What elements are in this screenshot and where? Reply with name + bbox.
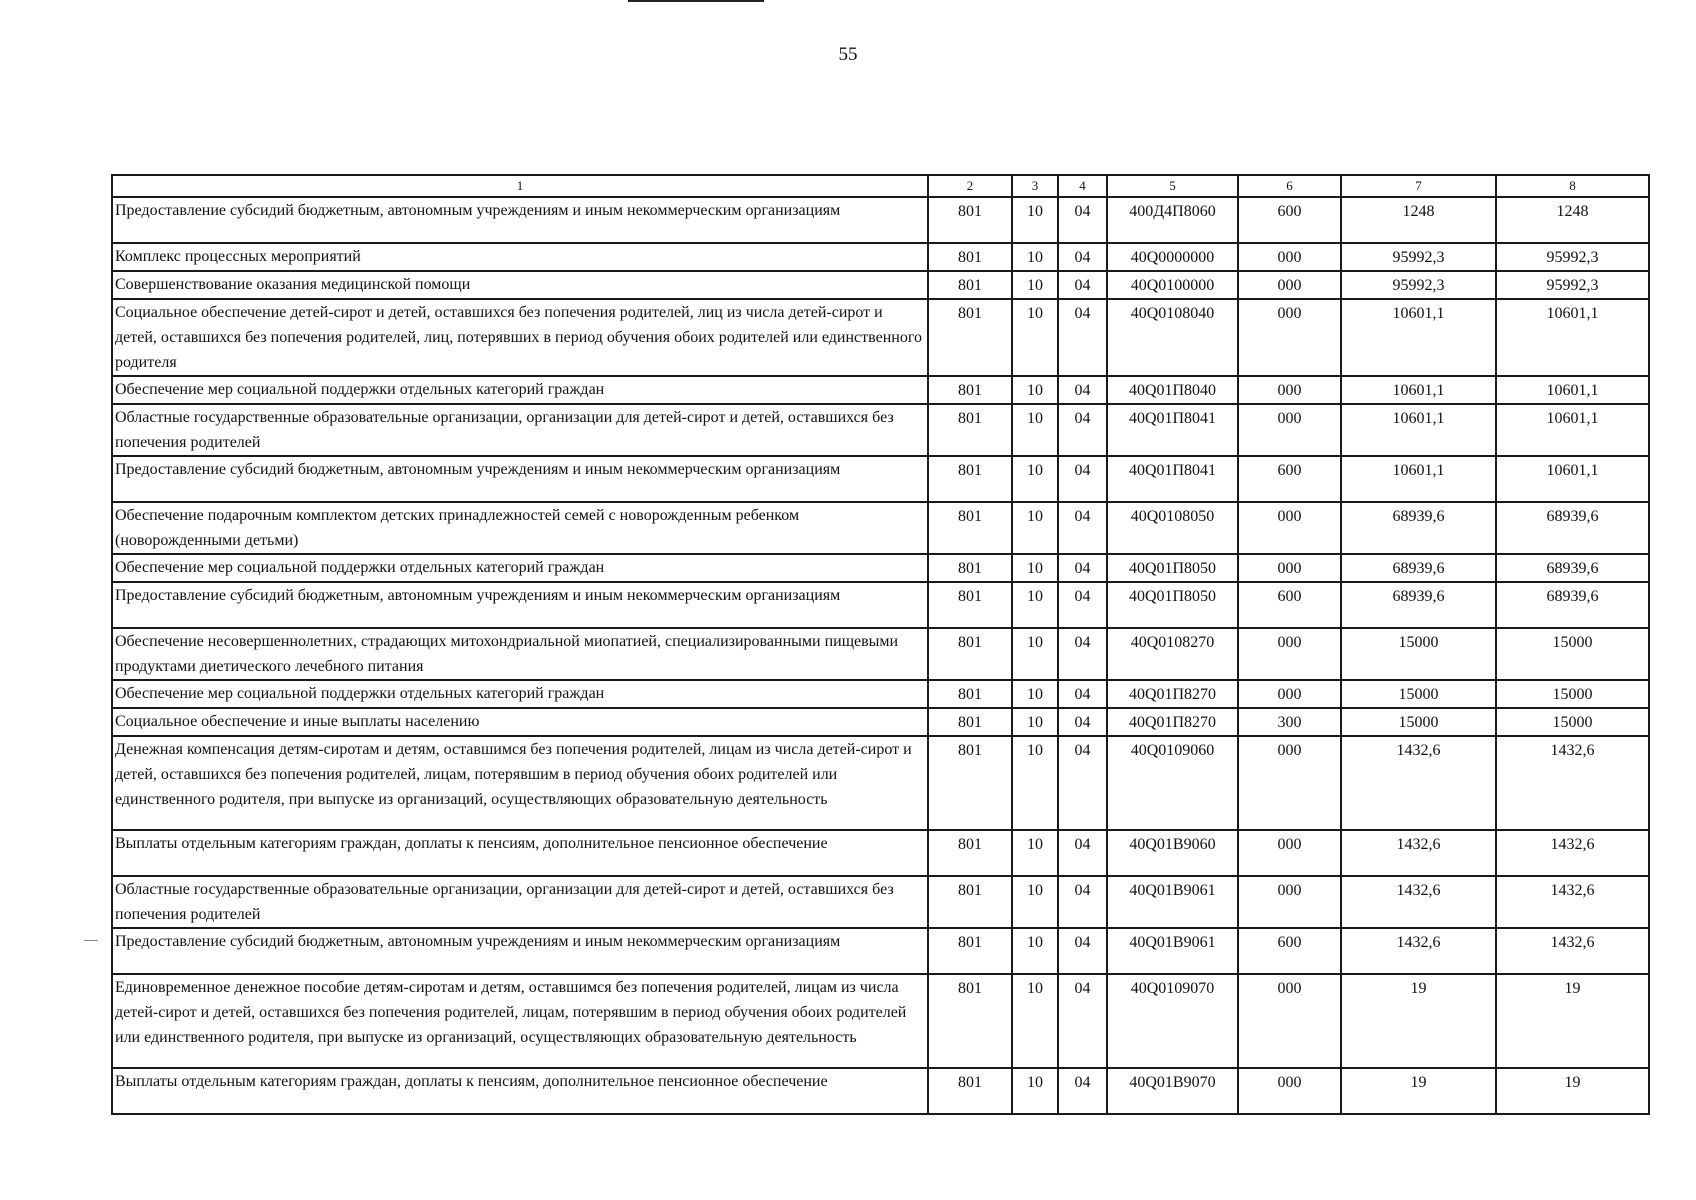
- margin-mark: [84, 940, 98, 941]
- amount-col8-cell: 19: [1496, 974, 1649, 1068]
- row-name-cell: Выплаты отдельным категориям граждан, доплаты к пенсиям, дополнительное пенсионное обеспечение: [112, 1068, 928, 1114]
- target-article-cell: 40Q01П8050: [1107, 554, 1238, 582]
- amount-col8-cell: 15000: [1496, 680, 1649, 708]
- subsection-cell: 04: [1058, 243, 1107, 271]
- expense-type-cell: 000: [1238, 502, 1341, 554]
- target-article-cell: 40Q0109060: [1107, 736, 1238, 830]
- amount-col7-cell: 10601,1: [1341, 456, 1496, 502]
- row-name-cell: Денежная компенсация детям-сиротам и детям, оставшимся без попечения родителей, лицам из числа детей-сирот и детей, оставшихся без попечения родителей, лицам, потерявшим в период обучения обоих родителей или единственного родителя, при выпуске из организаций, осуществляющих образовательную деятельность: [112, 736, 928, 830]
- row-name-cell: Обеспечение подарочным комплектом детских принадлежностей семей с новорожденным ребенком (новорожденными детьми): [112, 502, 928, 554]
- gov-department-cell: 801: [928, 974, 1012, 1068]
- expense-type-cell: 000: [1238, 1068, 1341, 1114]
- section-cell: 10: [1012, 376, 1058, 404]
- amount-col8-cell: 68939,6: [1496, 582, 1649, 628]
- section-cell: 10: [1012, 628, 1058, 680]
- row-name-cell: Обеспечение несовершеннолетних, страдающих митохондриальной миопатией, специализированными пищевыми продуктами диетического лечебного питания: [112, 628, 928, 680]
- amount-col8-cell: 15000: [1496, 628, 1649, 680]
- subsection-cell: 04: [1058, 299, 1107, 376]
- expense-type-cell: 300: [1238, 708, 1341, 736]
- expense-type-cell: 000: [1238, 554, 1341, 582]
- section-cell: 10: [1012, 876, 1058, 928]
- table-row: [112, 974, 1649, 1068]
- expense-type-cell: 600: [1238, 928, 1341, 974]
- table-row: [112, 736, 1649, 830]
- row-name-cell: Социальное обеспечение детей-сирот и детей, оставшихся без попечения родителей, лиц из числа детей-сирот и детей, оставшихся без попечения родителей, лиц, потерявших в период обучения обоих родителей или единственного родителя: [112, 299, 928, 376]
- amount-col8-cell: 1432,6: [1496, 736, 1649, 830]
- row-name-cell: Обеспечение мер социальной поддержки отдельных категорий граждан: [112, 680, 928, 708]
- target-article-cell: 40Q01В9070: [1107, 1068, 1238, 1114]
- table-row: [112, 456, 1649, 502]
- row-name-cell: Предоставление субсидий бюджетным, автономным учреждениям и иным некоммерческим организациям: [112, 582, 928, 628]
- expense-type-cell: 600: [1238, 197, 1341, 243]
- amount-col7-cell: 1432,6: [1341, 736, 1496, 830]
- amount-col7-cell: 1432,6: [1341, 830, 1496, 876]
- amount-col7-cell: 19: [1341, 974, 1496, 1068]
- amount-col7-cell: 68939,6: [1341, 502, 1496, 554]
- amount-col7-cell: 68939,6: [1341, 582, 1496, 628]
- section-cell: 10: [1012, 554, 1058, 582]
- row-name-cell: Обеспечение мер социальной поддержки отдельных категорий граждан: [112, 554, 928, 582]
- table-row: [112, 830, 1649, 876]
- section-cell: 10: [1012, 830, 1058, 876]
- expense-type-cell: 000: [1238, 876, 1341, 928]
- table-header-row: [112, 175, 1649, 197]
- target-article-cell: 40Q0108270: [1107, 628, 1238, 680]
- amount-col7-cell: 68939,6: [1341, 554, 1496, 582]
- section-cell: 10: [1012, 299, 1058, 376]
- gov-department-cell: 801: [928, 680, 1012, 708]
- amount-col8-cell: 1432,6: [1496, 830, 1649, 876]
- amount-col7-cell: 15000: [1341, 680, 1496, 708]
- column-number-5: 5: [1107, 175, 1238, 197]
- row-name-cell: Единовременное денежное пособие детям-сиротам и детям, оставшимся без попечения родителей, лицам из числа детей-сирот и детей, оставшихся без попечения родителей, лицам, потерявшим в период обучения обоих родителей или единственного родителя, при выпуске из организаций, осуществляющих образовательную деятельность: [112, 974, 928, 1068]
- table-row: [112, 708, 1649, 736]
- top-rule: [628, 0, 764, 2]
- amount-col8-cell: 68939,6: [1496, 554, 1649, 582]
- expense-type-cell: 000: [1238, 271, 1341, 299]
- amount-col7-cell: 10601,1: [1341, 404, 1496, 456]
- subsection-cell: 04: [1058, 628, 1107, 680]
- row-name-cell: Социальное обеспечение и иные выплаты населению: [112, 708, 928, 736]
- table-row: [112, 1068, 1649, 1114]
- gov-department-cell: 801: [928, 502, 1012, 554]
- row-name-cell: Предоставление субсидий бюджетным, автономным учреждениям и иным некоммерческим организациям: [112, 928, 928, 974]
- amount-col8-cell: 68939,6: [1496, 502, 1649, 554]
- amount-col8-cell: 1432,6: [1496, 928, 1649, 974]
- target-article-cell: 40Q01П8270: [1107, 680, 1238, 708]
- subsection-cell: 04: [1058, 708, 1107, 736]
- section-cell: 10: [1012, 680, 1058, 708]
- amount-col7-cell: 15000: [1341, 708, 1496, 736]
- amount-col7-cell: 15000: [1341, 628, 1496, 680]
- column-number-8: 8: [1496, 175, 1649, 197]
- amount-col8-cell: 10601,1: [1496, 404, 1649, 456]
- gov-department-cell: 801: [928, 876, 1012, 928]
- gov-department-cell: 801: [928, 299, 1012, 376]
- target-article-cell: 400Д4П8060: [1107, 197, 1238, 243]
- column-number-4: 4: [1058, 175, 1107, 197]
- gov-department-cell: 801: [928, 404, 1012, 456]
- table-row: [112, 197, 1649, 243]
- subsection-cell: 04: [1058, 404, 1107, 456]
- amount-col7-cell: 19: [1341, 1068, 1496, 1114]
- expense-type-cell: 000: [1238, 830, 1341, 876]
- table-row: [112, 502, 1649, 554]
- target-article-cell: 40Q01П8270: [1107, 708, 1238, 736]
- table-row: [112, 680, 1649, 708]
- subsection-cell: 04: [1058, 502, 1107, 554]
- section-cell: 10: [1012, 243, 1058, 271]
- target-article-cell: 40Q01П8041: [1107, 456, 1238, 502]
- amount-col8-cell: 10601,1: [1496, 299, 1649, 376]
- subsection-cell: 04: [1058, 876, 1107, 928]
- subsection-cell: 04: [1058, 736, 1107, 830]
- expense-type-cell: 000: [1238, 243, 1341, 271]
- table-row: [112, 243, 1649, 271]
- table-row: [112, 582, 1649, 628]
- amount-col7-cell: 1248: [1341, 197, 1496, 243]
- amount-col7-cell: 95992,3: [1341, 271, 1496, 299]
- expense-type-cell: 000: [1238, 974, 1341, 1068]
- amount-col8-cell: 15000: [1496, 708, 1649, 736]
- section-cell: 10: [1012, 456, 1058, 502]
- gov-department-cell: 801: [928, 243, 1012, 271]
- gov-department-cell: 801: [928, 628, 1012, 680]
- amount-col7-cell: 10601,1: [1341, 376, 1496, 404]
- subsection-cell: 04: [1058, 376, 1107, 404]
- subsection-cell: 04: [1058, 582, 1107, 628]
- subsection-cell: 04: [1058, 830, 1107, 876]
- budget-table: [111, 174, 1650, 1115]
- row-name-cell: Совершенствование оказания медицинской помощи: [112, 271, 928, 299]
- row-name-cell: Областные государственные образовательные организации, организации для детей-сирот и детей, оставшихся без попечения родителей: [112, 404, 928, 456]
- subsection-cell: 04: [1058, 974, 1107, 1068]
- column-number-7: 7: [1341, 175, 1496, 197]
- table-row: [112, 554, 1649, 582]
- gov-department-cell: 801: [928, 376, 1012, 404]
- amount-col7-cell: 1432,6: [1341, 928, 1496, 974]
- expense-type-cell: 000: [1238, 404, 1341, 456]
- target-article-cell: 40Q0108050: [1107, 502, 1238, 554]
- expense-type-cell: 600: [1238, 582, 1341, 628]
- subsection-cell: 04: [1058, 456, 1107, 502]
- table-row: [112, 628, 1649, 680]
- expense-type-cell: 000: [1238, 736, 1341, 830]
- expense-type-cell: 000: [1238, 299, 1341, 376]
- gov-department-cell: 801: [928, 1068, 1012, 1114]
- gov-department-cell: 801: [928, 582, 1012, 628]
- table-row: [112, 299, 1649, 376]
- section-cell: 10: [1012, 736, 1058, 830]
- column-number-6: 6: [1238, 175, 1341, 197]
- row-name-cell: Обеспечение мер социальной поддержки отдельных категорий граждан: [112, 376, 928, 404]
- page-number: 55: [838, 44, 858, 65]
- amount-col8-cell: 1248: [1496, 197, 1649, 243]
- gov-department-cell: 801: [928, 736, 1012, 830]
- amount-col8-cell: 95992,3: [1496, 243, 1649, 271]
- target-article-cell: 40Q01П8041: [1107, 404, 1238, 456]
- table-row: [112, 928, 1649, 974]
- section-cell: 10: [1012, 582, 1058, 628]
- column-number-3: 3: [1012, 175, 1058, 197]
- target-article-cell: 40Q0100000: [1107, 271, 1238, 299]
- subsection-cell: 04: [1058, 554, 1107, 582]
- amount-col8-cell: 95992,3: [1496, 271, 1649, 299]
- gov-department-cell: 801: [928, 830, 1012, 876]
- expense-type-cell: 000: [1238, 628, 1341, 680]
- amount-col8-cell: 19: [1496, 1068, 1649, 1114]
- column-number-2: 2: [928, 175, 1012, 197]
- gov-department-cell: 801: [928, 456, 1012, 502]
- section-cell: 10: [1012, 928, 1058, 974]
- target-article-cell: 40Q01В9061: [1107, 876, 1238, 928]
- table-row: [112, 376, 1649, 404]
- gov-department-cell: 801: [928, 197, 1012, 243]
- amount-col7-cell: 95992,3: [1341, 243, 1496, 271]
- amount-col8-cell: 10601,1: [1496, 456, 1649, 502]
- section-cell: 10: [1012, 271, 1058, 299]
- section-cell: 10: [1012, 502, 1058, 554]
- subsection-cell: 04: [1058, 928, 1107, 974]
- expense-type-cell: 000: [1238, 376, 1341, 404]
- target-article-cell: 40Q0108040: [1107, 299, 1238, 376]
- section-cell: 10: [1012, 708, 1058, 736]
- table-row: [112, 876, 1649, 928]
- row-name-cell: Выплаты отдельным категориям граждан, доплаты к пенсиям, дополнительное пенсионное обеспечение: [112, 830, 928, 876]
- expense-type-cell: 000: [1238, 680, 1341, 708]
- row-name-cell: Комплекс процессных мероприятий: [112, 243, 928, 271]
- row-name-cell: Предоставление субсидий бюджетным, автономным учреждениям и иным некоммерческим организациям: [112, 197, 928, 243]
- target-article-cell: 40Q01П8050: [1107, 582, 1238, 628]
- target-article-cell: 40Q01В9060: [1107, 830, 1238, 876]
- subsection-cell: 04: [1058, 1068, 1107, 1114]
- section-cell: 10: [1012, 197, 1058, 243]
- amount-col7-cell: 10601,1: [1341, 299, 1496, 376]
- column-number-1: 1: [112, 175, 928, 197]
- gov-department-cell: 801: [928, 708, 1012, 736]
- table-row: [112, 271, 1649, 299]
- amount-col7-cell: 1432,6: [1341, 876, 1496, 928]
- row-name-cell: Областные государственные образовательные организации, организации для детей-сирот и детей, оставшихся без попечения родителей: [112, 876, 928, 928]
- table-row: [112, 404, 1649, 456]
- target-article-cell: 40Q01В9061: [1107, 928, 1238, 974]
- target-article-cell: 40Q0000000: [1107, 243, 1238, 271]
- section-cell: 10: [1012, 404, 1058, 456]
- gov-department-cell: 801: [928, 271, 1012, 299]
- section-cell: 10: [1012, 1068, 1058, 1114]
- amount-col8-cell: 1432,6: [1496, 876, 1649, 928]
- target-article-cell: 40Q01П8040: [1107, 376, 1238, 404]
- subsection-cell: 04: [1058, 197, 1107, 243]
- amount-col8-cell: 10601,1: [1496, 376, 1649, 404]
- expense-type-cell: 600: [1238, 456, 1341, 502]
- subsection-cell: 04: [1058, 271, 1107, 299]
- subsection-cell: 04: [1058, 680, 1107, 708]
- row-name-cell: Предоставление субсидий бюджетным, автономным учреждениям и иным некоммерческим организациям: [112, 456, 928, 502]
- section-cell: 10: [1012, 974, 1058, 1068]
- target-article-cell: 40Q0109070: [1107, 974, 1238, 1068]
- gov-department-cell: 801: [928, 928, 1012, 974]
- gov-department-cell: 801: [928, 554, 1012, 582]
